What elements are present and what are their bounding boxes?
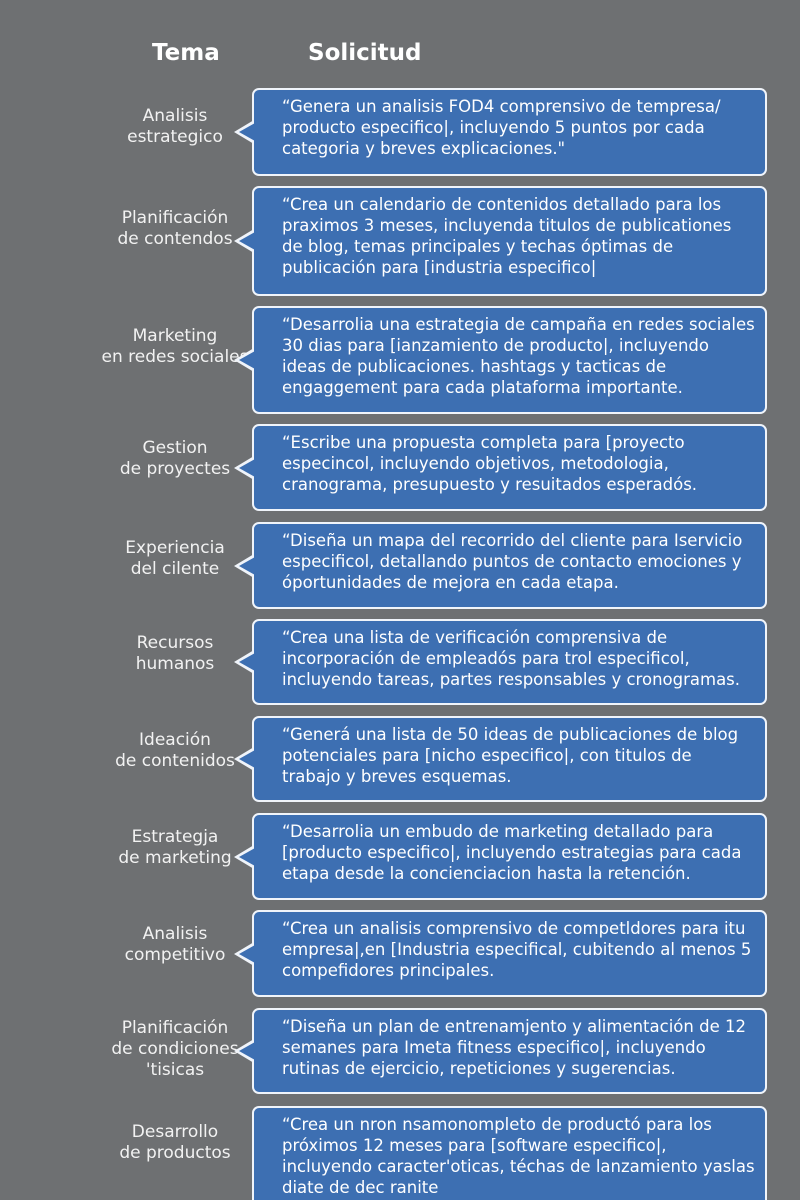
prompt-bubble: “Desarrolia un embudo de marketing detallado para [producto especifico|, incluyendo estrategias para cada etapa desde la concienciacion hasta la retención. bbox=[252, 813, 767, 900]
row-topic: Desarrollo de productos bbox=[119, 1122, 231, 1163]
row-topic: Planificación de contendos bbox=[117, 208, 233, 249]
prompt-bubble: “Generá una lista de 50 ideas de publicaciones de blog potenciales para [nicho especifico|, con titulos de trabajo y breves esquemas. bbox=[252, 716, 767, 802]
prompt-bubble: “Desarrolia una estrategia de campaña en redes sociales 30 dias para [ianzamiento de producto|, incluyendo ideas de publicaciones. hashtags y tacticas de engaggement para cada plataforma importante. bbox=[252, 306, 767, 414]
row-topic: Experiencia del cilente bbox=[125, 538, 225, 579]
prompt-bubble: “Diseña un mapa del recorrido del cliente para Iservicio especificol, detallando puntos de contacto emociones y óportunidades de mejora en cada etapa. bbox=[252, 522, 767, 609]
row-topic: Analisis estrategico bbox=[127, 106, 223, 147]
prompt-bubble: “Diseña un plan de entrenamjento y alimentación de 12 semanes para Imeta fitness especifico|, incluyendo rutinas de ejercicio, repeticiones y sugerencias. bbox=[252, 1008, 767, 1094]
table-header bbox=[0, 40, 800, 72]
prompt-column-header: Solicitud bbox=[308, 40, 422, 66]
prompt-bubble: “Escribe una propuesta completa para [proyecto especincol, incluyendo objetivos, metodologia, cranograma, presupuesto y resuitados esperadós. bbox=[252, 424, 767, 511]
prompt-bubble: “Genera un analisis FOD4 comprensivo de tempresa/ producto especifico|, incluyendo 5 puntos por cada categoria y breves explicaciones." bbox=[252, 88, 767, 176]
row-topic: Marketing en redes sociales bbox=[101, 326, 249, 367]
prompt-bubble: “Crea un nron nsamonompleto de productó para los próximos 12 meses para [software especifico|, incluyendo caracter'oticas, téchas de lanzamiento yaslas diate de dec ranite bbox=[252, 1106, 767, 1200]
row-topic: Recursos humanos bbox=[135, 633, 215, 674]
prompt-bubble: “Crea una lista de verificación comprensiva de incorporación de empleadós para trol especificol, incluyendo tareas, partes responsables y cronogramas. bbox=[252, 619, 767, 705]
row-topic: Ideación de contenidos bbox=[115, 730, 235, 771]
prompt-bubble: “Crea un analisis comprensivo de competldores para itu empresa|,en [Industria especifical, cubitendo al menos 5 compefidores principales. bbox=[252, 910, 767, 997]
topic-column-header: Tema bbox=[152, 40, 220, 66]
prompt-bubble: “Crea un calendario de contenidos detallado para los praximos 3 meses, incluyenda titulos de publicationes de blog, temas principales y techas óptimas de publicación para [industria especifico| bbox=[252, 186, 767, 296]
row-topic: Planificación de condiciones 'tisicas bbox=[111, 1018, 239, 1080]
row-topic: Analisis competitivo bbox=[124, 924, 226, 965]
row-topic: Estrategja de marketing bbox=[118, 827, 232, 868]
row-topic: Gestion de proyectes bbox=[119, 438, 231, 479]
